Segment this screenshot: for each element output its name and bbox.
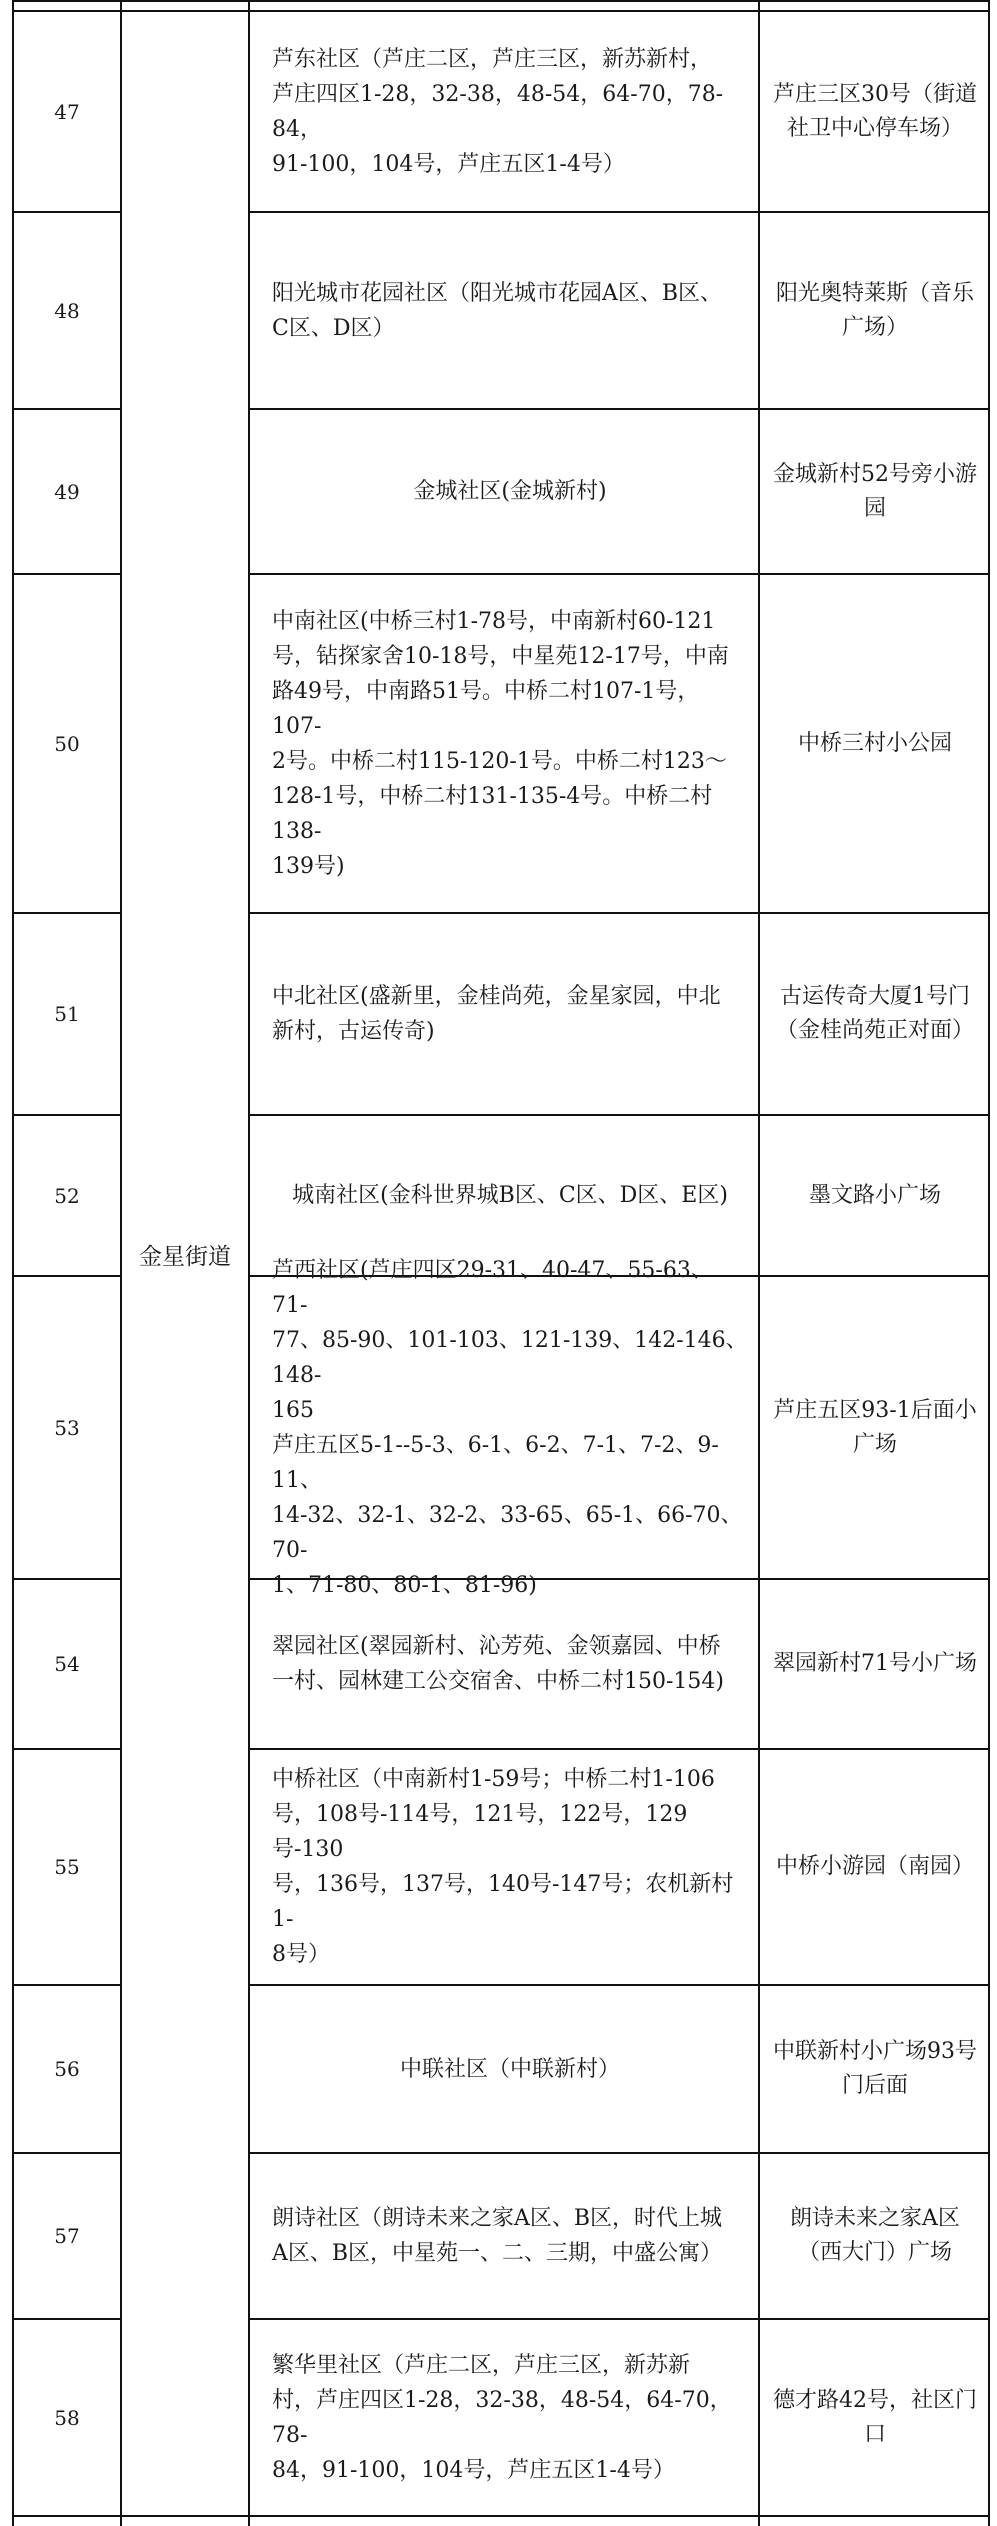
scope-line: 号，136号，137号，140号-147号；农机新村1- xyxy=(272,1872,734,1932)
testing-location: 翠园新村71号小广场 xyxy=(773,1651,977,1676)
row-divider xyxy=(12,2515,990,2517)
scope-line: 村，芦庄四区1-28，32-38，48-54，64-70，78- xyxy=(272,2387,732,2448)
scope-line: 77、85-90、101-103、121-139、142-146、148- xyxy=(272,1327,748,1388)
scope-line: 金城社区(金城新村) xyxy=(413,479,607,504)
community-scope xyxy=(262,1986,758,2152)
scope-line: 翠园社区(翠园新村、沁芳苑、金领嘉园、中桥 xyxy=(272,1634,721,1659)
community-scope xyxy=(262,575,758,912)
community-scope xyxy=(262,213,758,408)
scope-line: 中联社区（中联新村） xyxy=(399,2056,620,2082)
testing-location: 金城新村52号旁小游园 xyxy=(773,461,977,521)
scope-line: 14-32、32-1、32-2、33-65、65-1、66-70、70- xyxy=(272,1502,743,1563)
testing-location: 德才路42号，社区门口 xyxy=(773,2387,977,2447)
row-number: 52 xyxy=(54,1183,80,1208)
scope-line: 中北社区(盛新里，金桂尚苑，金星家园，中北 xyxy=(272,984,721,1009)
scope-line: 芦庄五区5-1--5-3、6-1、6-2、7-1、7-2、9-11、 xyxy=(272,1432,719,1493)
scope-line: 8号） xyxy=(272,1942,330,1967)
scope-line: 繁华里社区（芦庄二区，芦庄三区，新苏新 xyxy=(272,2352,691,2378)
community-scope xyxy=(262,1750,758,1984)
testing-location: 朗诗未来之家A区（西大门）广场 xyxy=(790,2206,960,2265)
community-scope xyxy=(262,410,758,573)
testing-location: 中桥三村小公园 xyxy=(797,730,952,756)
scope-line: 芦东社区（芦庄二区，芦庄三区，新苏新村， xyxy=(272,46,713,72)
scope-line: 芦西社区(芦庄四区29-31、40-47、55-63、71- xyxy=(272,1257,713,1318)
community-scope xyxy=(262,2320,758,2515)
community-scope xyxy=(262,1580,758,1748)
row-number: 49 xyxy=(54,479,80,504)
testing-location: 芦庄五区93-1后面小广场 xyxy=(773,1397,977,1457)
scope-line: 165 xyxy=(272,1397,314,1423)
testing-location: 中联新村小广场93号门后面 xyxy=(773,2039,977,2098)
row-number: 50 xyxy=(54,731,80,756)
testing-location: 墨文路小广场 xyxy=(808,1182,941,1208)
row-number: 47 xyxy=(54,99,80,124)
street-name: 金星街道 xyxy=(139,1244,231,1270)
scope-line: 84，91-100，104号，芦庄五区1-4号） xyxy=(272,2457,675,2483)
community-scope xyxy=(262,1116,758,1275)
column-divider-2 xyxy=(248,0,250,2526)
scope-line: 2号。中桥二村115-120-1号。中桥二村123～ xyxy=(272,748,727,774)
scope-line: 路49号，中南路51号。中桥二村107-1号，107- xyxy=(272,678,700,739)
community-scope xyxy=(262,2154,758,2318)
scope-line: 91-100，104号，芦庄五区1-4号） xyxy=(272,151,625,177)
scope-line: A区、B区，中星苑一、二、三期，中盛公寓） xyxy=(272,2241,723,2266)
row-number: 51 xyxy=(54,1002,80,1026)
row-number: 53 xyxy=(54,1415,80,1440)
community-scope xyxy=(262,914,758,1114)
row-number: 48 xyxy=(54,298,80,323)
row-number: 56 xyxy=(54,2057,80,2081)
testing-location: 芦庄三区30号（街道社卫中心停车场） xyxy=(773,81,977,141)
scope-line: 中南社区(中桥三村1-78号，中南新村60-121 xyxy=(272,608,716,634)
row-number: 57 xyxy=(54,2224,80,2248)
scope-line: 一村、园林建工公交宿舍、中桥二村150-154) xyxy=(272,1669,725,1694)
scope-line: 芦庄四区1-28，32-38，48-54，64-70，78-84， xyxy=(272,81,724,142)
community-scope xyxy=(262,12,758,211)
testing-location: 中桥小游园（南园） xyxy=(775,1854,974,1879)
scope-line: 1、71-80、80-1、81-96) xyxy=(272,1572,537,1598)
scope-line: C区、D区） xyxy=(272,315,395,341)
row-number: 58 xyxy=(54,2405,80,2430)
testing-location: 古运传奇大厦1号门（金桂尚苑正对面） xyxy=(775,984,974,1043)
scope-line: 139号) xyxy=(272,853,345,879)
scope-line: 城南社区(金科世界城B区、C区、D区、E区) xyxy=(292,1183,728,1208)
table-border-right xyxy=(988,0,990,2526)
scope-line: 阳光城市花园社区（阳光城市花园A区、B区、 xyxy=(272,280,723,306)
scope-line: 新村，古运传奇) xyxy=(272,1019,435,1044)
scope-line: 号，钻探家舍10-18号，中星苑12-17号，中南 xyxy=(272,643,729,669)
testing-location: 阳光奥特莱斯（音乐广场） xyxy=(775,280,974,340)
column-divider-3 xyxy=(758,0,760,2526)
row-number: 54 xyxy=(54,1652,80,1676)
scope-line: 128-1号，中桥二村131-135-4号。中桥二村138- xyxy=(272,783,713,844)
row-divider xyxy=(12,0,990,2)
row-number: 55 xyxy=(54,1855,80,1879)
community-scope xyxy=(262,1257,758,1598)
scope-line: 中桥社区（中南新村1-59号；中桥二村1-106 xyxy=(272,1767,715,1792)
scope-line: 朗诗社区（朗诗未来之家A区、B区，时代上城 xyxy=(272,2206,723,2231)
scope-line: 号，108号-114号，121号，122号，129号-130 xyxy=(272,1802,688,1862)
